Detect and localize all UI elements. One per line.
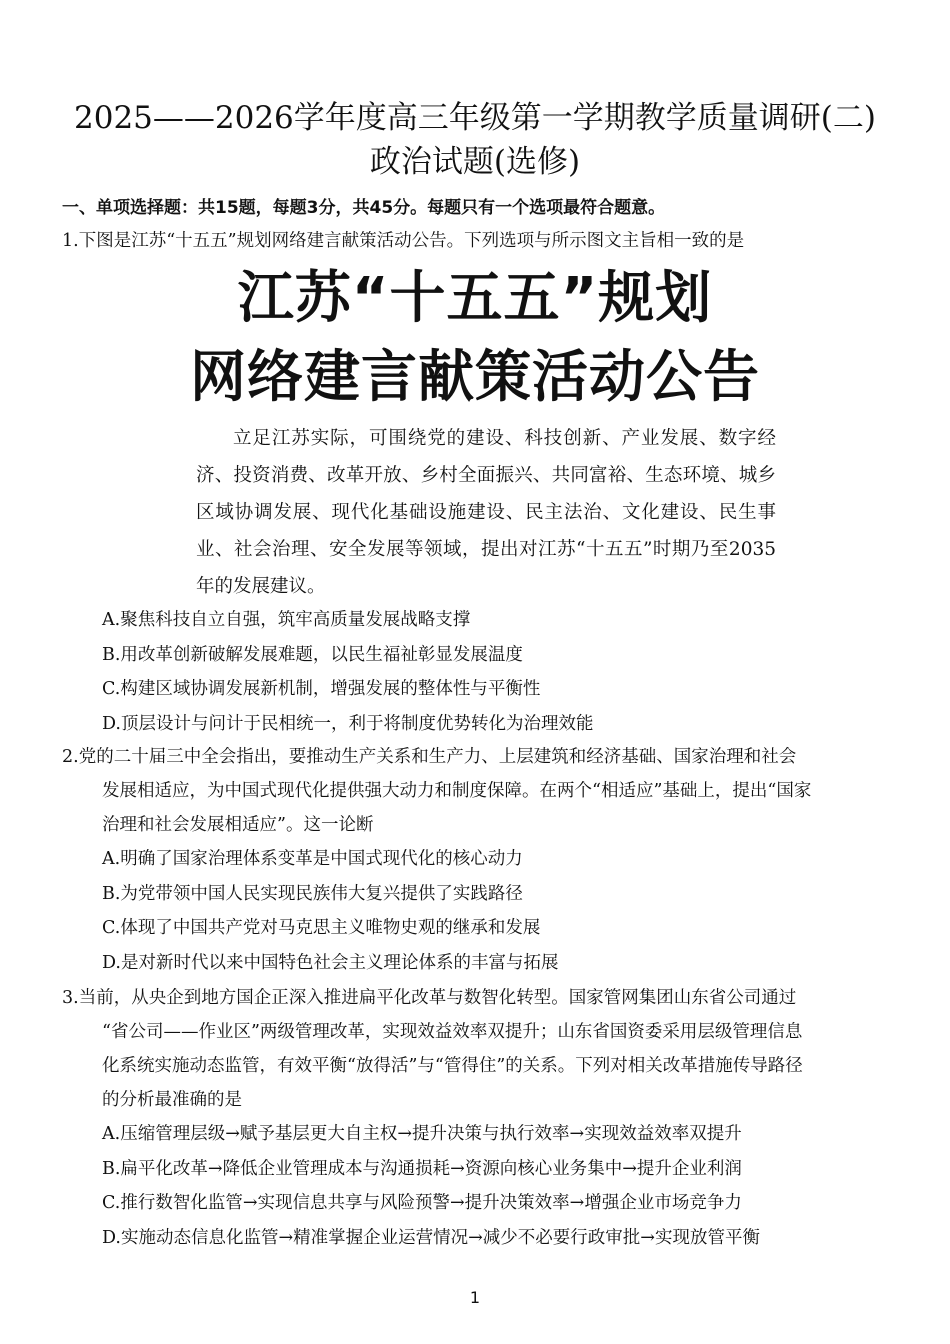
question-1-stem: 1.下图是江苏“十五五”规划网络建言献策活动公告。下列选项与所示图文主旨相一致的是 xyxy=(62,231,745,251)
poster-title-line-2: 网络建言献策活动公告 xyxy=(190,345,760,410)
option-3a: A.压缩管理层级→赋予基层更大自主权→提升决策与执行效率→实现效益效率双提升 xyxy=(102,1124,742,1144)
question-3-stem-line-3: 化系统实施动态监管，有效平衡“放得活”与“管得住”的关系。下列对相关改革措施传导路径 xyxy=(102,1056,803,1076)
poster-title-line-1: 江苏“十五五”规划 xyxy=(237,266,713,331)
question-3-stem-line-1: 3.当前，从央企到地方国企正深入推进扁平化改革与数智化转型。国家管网集团山东省公司通过 xyxy=(62,988,797,1008)
poster-body: 立足江苏实际，可围绕党的建设、科技创新、产业发展、数字经济、投资消费、改革开放、乡村全面振兴、共同富裕、生态环境、城乡区域协调发展、现代化基础设施建设、民主法治、文化建设、民生事业、社会治理、安全发展等领域，提出对江苏“十五五”时期乃至2035年的发展建议。 xyxy=(196,428,776,597)
option-2b: B.为党带领中国人民实现民族伟大复兴提供了实践路径 xyxy=(102,883,523,904)
option-2d: D.是对新时代以来中国特色社会主义理论体系的丰富与拓展 xyxy=(102,952,559,973)
question-2 xyxy=(62,740,912,980)
option-2c: C.体现了中国共产党对马克思主义唯物史观的继承和发展 xyxy=(102,918,541,938)
question-2-stem-line-2: 发展相适应，为中国式现代化提供强大动力和制度保障。在两个“相适应”基础上，提出“国家 xyxy=(102,781,812,801)
option-1d: D.顶层设计与问计于民相统一，利于将制度优势转化为治理效能 xyxy=(102,713,594,734)
question-3-stem-line-4: 的分析最准确的是 xyxy=(102,1090,242,1110)
question-3 xyxy=(62,981,912,1255)
section-heading: 一、单项选择题：共15题，每题3分，共45分。每题只有一个选项最符合题意。 xyxy=(62,198,666,218)
question-1 xyxy=(62,224,912,258)
question-2-stem-line-3: 治理和社会发展相适应”。这一论断 xyxy=(102,815,374,835)
option-3b: B.扁平化改革→降低企业管理成本与沟通损耗→资源向核心业务集中→提升企业利润 xyxy=(102,1158,742,1179)
exam-subtitle: 政治试题(选修) xyxy=(369,144,581,180)
question-2-stem-line-1: 2.党的二十届三中全会指出，要推动生产关系和生产力、上层建筑和经济基础、国家治理和社会 xyxy=(62,747,797,767)
page-number: 1 xyxy=(469,1288,481,1307)
option-3d: D.实施动态信息化监管→精准掌握企业运营情况→减少不必要行政审批→实现放管平衡 xyxy=(102,1227,760,1248)
option-2a: A.明确了国家治理体系变革是中国式现代化的核心动力 xyxy=(102,849,523,869)
option-3c: C.推行数智化监管→实现信息共享与风险预警→提升决策效率→增强企业市场竞争力 xyxy=(102,1193,742,1213)
option-1c: C.构建区域协调发展新机制，增强发展的整体性与平衡性 xyxy=(102,679,541,699)
option-1a: A.聚焦科技自立自强，筑牢高质量发展战略支撑 xyxy=(102,610,471,630)
option-1b: B.用改革创新破解发展难题，以民生福祉彰显发展温度 xyxy=(102,644,523,665)
exam-title: 2025——2026学年度高三年级第一学期教学质量调研(二) xyxy=(74,100,876,136)
question-3-stem-line-2: “省公司——作业区”两级管理改革，实现效益效率双提升；山东省国资委采用层级管理信息 xyxy=(102,1022,803,1042)
question-1-options xyxy=(62,603,912,741)
